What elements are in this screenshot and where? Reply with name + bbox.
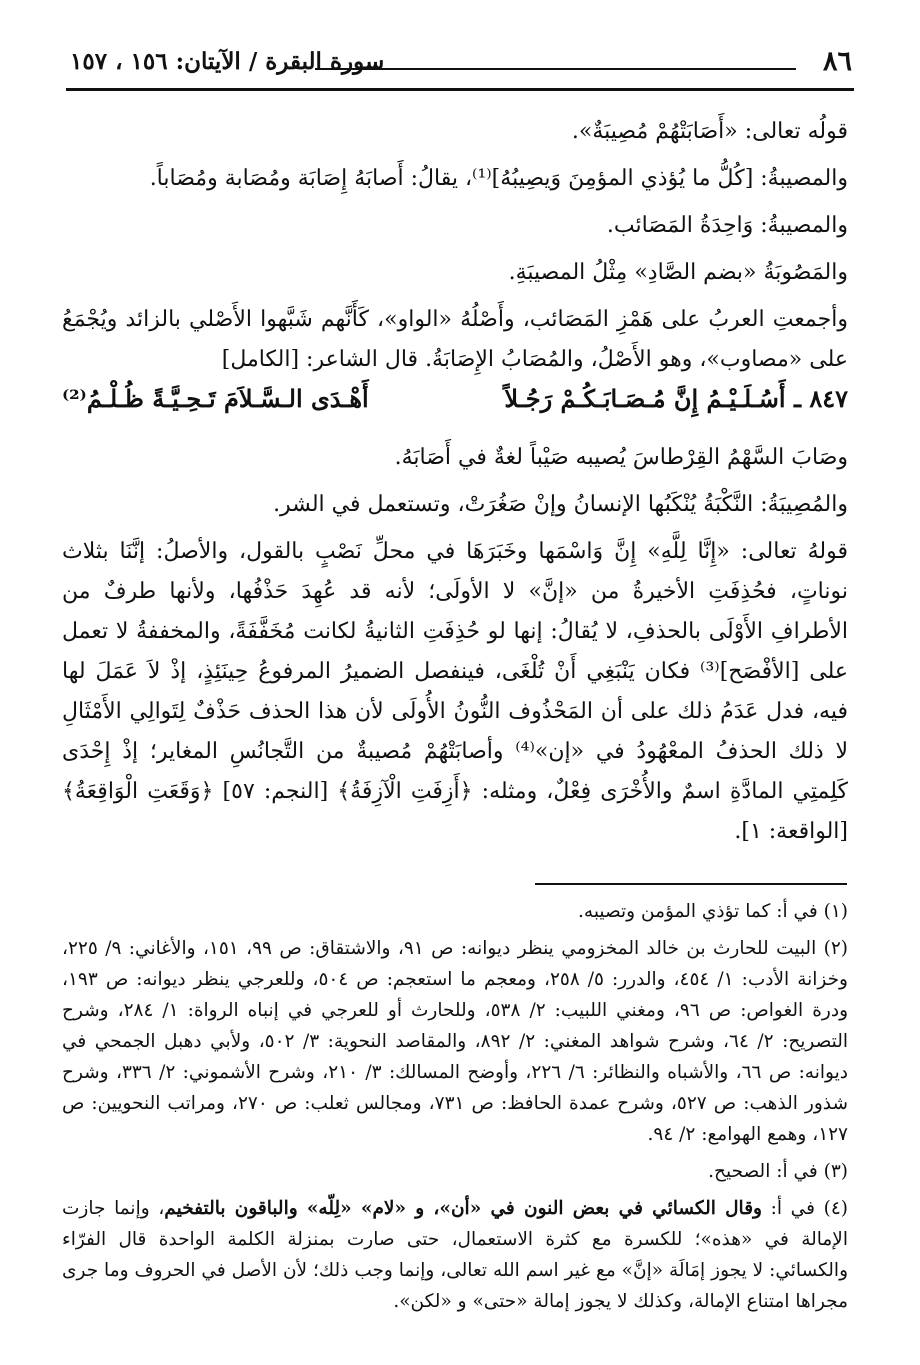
paragraph-7: والمُصِيبَةُ: النَّكْبَةُ يُنْكَبُها الإنسانُ وإنْ صَغُرَتْ، وتستعمل في الشر.	[273, 492, 848, 517]
paragraph-1: قولُه تعالى: «أَصَابَتْهُمْ مُصِيبَةٌ».	[571, 119, 848, 144]
footnote-separator	[535, 883, 847, 885]
paragraph-4: والمَصُوبَةُ «بضم الصَّادِ» مِثْلُ المصيبَةِ.	[508, 260, 848, 285]
paragraph-6: وصَابَ السَّهْمُ القِرْطاسَ يُصيبه صَيْباً لغةٌ في أَصَابَهُ.	[394, 445, 848, 470]
paragraph-5: وأجمعتِ العربُ على هَمْزِ المَصَائب، وأَصْلُهُ «الواو»، كَأَنَّهم شَبَّهوا الأَصْلي بالزائد ويُجْمَعُ على «مصاوب»، وهو الأَصْلُ، والمُصَابُ الإِصَابَةُ. قال الشاعر: [الكامل]	[62, 307, 848, 372]
paragraph-2: والمصيبةُ: [كُلُّ ما يُؤذي المؤمِنَ وَيصِيبُهُ]⁽¹⁾، يقالُ: أَصابَهُ إِصَابَة ومُصَابة ومُصَاباً.	[149, 166, 848, 191]
footnote-3: (٣) في أ: الصحيح.	[708, 1161, 848, 1182]
footnote-4	[62, 1193, 848, 1317]
page-number: ٨٦	[822, 46, 852, 77]
header-rule	[66, 88, 854, 91]
footnote-4-rest: ، وإنما جازت الإمالة في «هذه»؛ للكسرة مع كثرة الاستعمال، حتى صارت بمنزلة الكلمة الواحدة قال الفرّاء والكسائي: لا يجوز إمَالَة «إنَّ» مع غير اسم الله تعالى، وإنما وجب ذلك؛ لأن الأصل في الحروف وما جرى مجراها امتناع الإمالة، وكذلك لا يجوز إمالة «حتى» و «لكن».	[62, 1198, 848, 1312]
paragraph-3: والمصيبةُ: وَاحِدَةُ المَصَائب.	[606, 213, 848, 238]
poetry-verse	[62, 380, 848, 430]
footnote-4-bold: وقال الكسائي في بعض النون في «أن»، و «لام» «لِلّه» والباقون بالتفخيم	[164, 1198, 762, 1219]
footnote-1: (١) في أ: كما تؤذي المؤمن وتصيبه.	[578, 901, 848, 922]
verse-first-hemistich: ٨٤٧ ـ أَسُـلَـيْـمُ إِنَّ مُـصَـابَـكُـمْ رَجُـلاً	[504, 384, 848, 413]
footnote-2: (٢) البيت للحارث بن خالد المخزومي ينظر ديوانه: ص ٩١، والاشتقاق: ص ٩٩، ١٥١، والأغاني: ٩/ ٢٢٥، وخزانة الأدب: ١/ ٤٥٤، والدرر: ٥/ ٢٥٨، ومعجم ما استعجم: ص ٥٠٤، وللعرجي ينظر ديوانه: ص ١٩٣، ودرة الغواص: ص ٩٦، ومغني اللبيب: ٢/ ٥٣٨، وللحارث أو للعرجي في إنباه الرواة: ١/ ٢٨٤، وشرح التصريح: ٢/ ٦٤، وشرح شواهد المغني: ٢/ ٨٩٢، والمقاصد النحوية: ٣/ ٥٠٢، ولأبي دهبل الجمحي في ديوانه: ص ٦٦، والأشباه والنظائر: ٦/ ٢٢٦، وأوضح المسالك: ٣/ ٢١٠، وشرح الأشموني: ٢/ ٣٣٦، وشرح شذور الذهب: ص ٥٢٧، وشرح عمدة الحافظ: ص ٧٣١، ومجالس ثعلب: ص ٢٧٠، ومراتب النحويين: ص ١٢٧، وهمع الهوامع: ٢/ ٩٤.	[62, 938, 849, 1145]
footnotes	[62, 896, 848, 1323]
verse-second-hemistich: أَهْـدَى الـسَّـلاَمَ تَـحِـيَّـةً ظُـلْـمُ⁽²⁾	[62, 384, 369, 413]
paragraph-8: قولهُ تعالى: «إِنَّا لِلَّهِ» إِنَّ وَاسْمَها وخَبَرَهَا في محلِّ نَصْبٍ بالقول، والأصلُ: إنَّنَا بثلاث نوناتٍ، فحُذِفَتِ الأخيرةُ من «إنَّ» لا الأولَى؛ لأنه قد عُهِدَ حَذْفُها، ولأنها طرفٌ من الأطرافِ الأَوْلَى بالحذفِ، لا يُقالُ: إنها لو حُذِفَتِ الثانيةُ لكانت مُخَفَّفَةً، والمخففةُ لا تعمل على [الأفْصَح]⁽³⁾ فكان يَنْبَغِي أَنْ تُلْغَى، فينفصل الضميرُ المرفوعُ حِينَئِذٍ، إذْ لاَ عَمَلَ لها فيه، فدل عَدَمُ ذلك على أن المَحْذُوف النُّونُ الأُولَى لأن هذا الحذف حَذْفٌ لِتَوالِي الأَمْثَالِ لا ذلك الحذفُ المعْهُودُ في «إن»⁽⁴⁾ وأصابَتْهُمْ مُصيبةٌ من التَّجانُسِ المغاير؛ إذْ إِحْدَى كَلِمتِي المادَّةِ اسمٌ والأُخْرَى فِعْلٌ، ومثله: ﴿أَزِفَتِ الْآزِفَةُ﴾ [النجم: ٥٧] ﴿وَقَعَتِ الْوَاقِعَةُ﴾ [الواقعة: ١].	[62, 539, 848, 844]
footnote-4-lead: (٤) في أ:	[761, 1198, 848, 1219]
header-line	[315, 68, 796, 70]
running-title: سورة البقرة / الآيتان: ١٥٦ ، ١٥٧	[70, 48, 385, 75]
main-text	[62, 112, 848, 859]
page-header	[70, 44, 852, 84]
